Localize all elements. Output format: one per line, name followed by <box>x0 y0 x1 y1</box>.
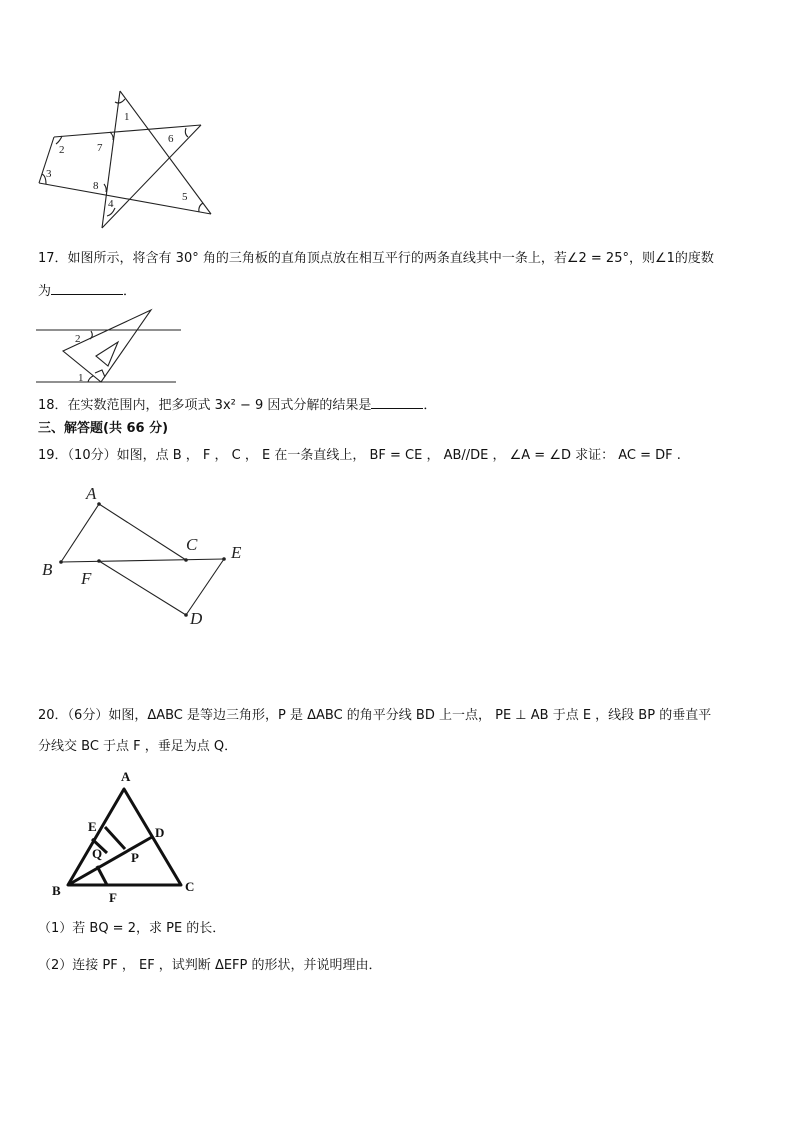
q18-text <box>38 394 436 416</box>
q18-answer-blank[interactable] <box>371 394 423 409</box>
q17-text-line1: 17．如图所示，将含有 30° 角的三角板的直角顶点放在相互平行的两条直线其中一条上，若∠2 = 25°，则∠1的度数 <box>38 251 714 266</box>
angle-label-6: 6 <box>168 133 174 145</box>
angle-label-5: 5 <box>182 191 188 203</box>
angle-label-3: 3 <box>46 168 52 180</box>
q17-line2-prefix: 为 <box>38 284 52 299</box>
angle-label-4: 4 <box>108 198 114 210</box>
angle-label-1: 1 <box>124 111 130 123</box>
q17-text-line2 <box>38 280 136 302</box>
q20-label-D: D <box>155 825 165 840</box>
q20-subquestion-2: （2）连接 PF ， EF ，试判断 ΔEFP 的形状，并说明理由． <box>38 958 382 973</box>
q19-label-D: D <box>190 609 203 628</box>
q20-subquestion-1: （1）若 BQ = 2，求 PE 的长． <box>38 921 226 936</box>
q20-text-line1: 20．（6分）如图，ΔABC 是等边三角形，P 是 ΔABC 的角平分线 BD 上一点， PE ⊥ AB 于点 E ，线段 BP 的垂直平 <box>38 708 712 723</box>
q20-label-P: P <box>131 850 139 865</box>
q19-label-F: F <box>81 569 92 588</box>
q19-figure <box>38 480 258 630</box>
q19-label-C: C <box>186 535 198 554</box>
q20-triangle-figure <box>48 766 208 906</box>
q18-prefix: 18．在实数范围内，把多项式 3x² − 9 因式分解的结果是 <box>38 398 372 413</box>
q20-label-B: B <box>52 883 61 898</box>
q17-angle-label-2: 2 <box>75 333 81 345</box>
q20-label-C: C <box>185 879 195 894</box>
q19-text: 19．（10分）如图，点 B ， F ， C ， E 在一条直线上， BF = CE ， AB//DE ， ∠A = ∠D 求证： AC = DF . <box>38 448 681 463</box>
q19-label-A: A <box>86 484 97 503</box>
angle-star-figure <box>36 88 216 220</box>
section-heading: 三、解答题(共 66 分) <box>38 421 169 436</box>
q20-label-F: F <box>109 890 117 905</box>
q20-label-A: A <box>121 769 131 784</box>
q19-label-E: E <box>231 543 242 562</box>
q20-text-line2: 分线交 BC 于点 F ，垂足为点 Q． <box>38 739 238 754</box>
q20-label-Q: Q <box>92 846 103 861</box>
angle-label-2: 2 <box>59 144 65 156</box>
angle-label-7: 7 <box>97 142 103 154</box>
q18-suffix: ． <box>423 398 437 413</box>
q20-label-E: E <box>88 819 97 834</box>
q19-label-B: B <box>42 560 53 579</box>
q17-answer-blank[interactable] <box>51 280 123 295</box>
q17-angle-label-1: 1 <box>78 372 84 384</box>
angle-label-8: 8 <box>93 180 99 192</box>
triangle-ruler-figure <box>36 308 186 386</box>
q17-line2-suffix: ． <box>123 284 137 299</box>
